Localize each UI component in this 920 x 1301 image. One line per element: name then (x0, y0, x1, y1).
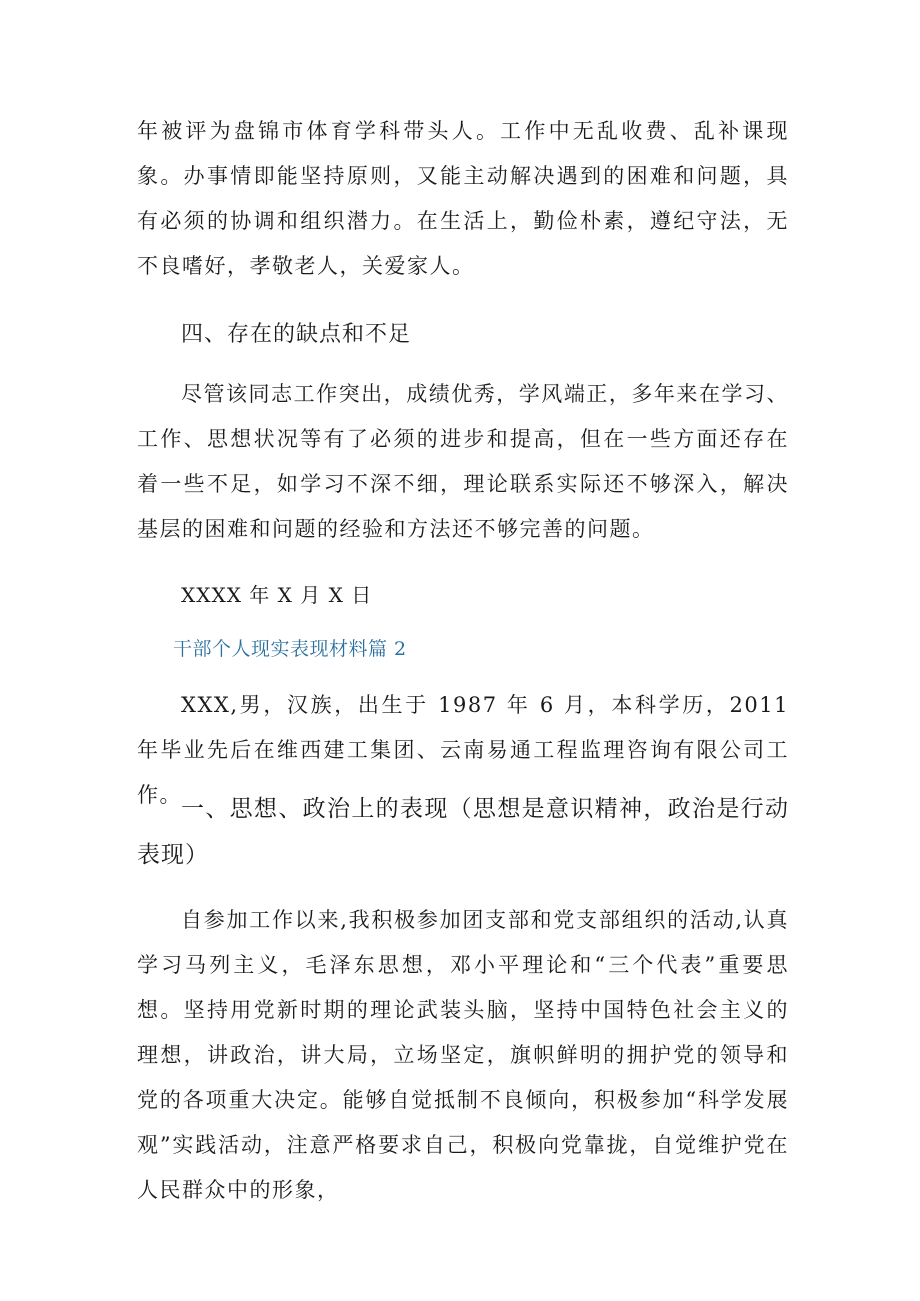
heading-ideology-politics: 一、思想、政治上的表现（思想是意识精神，政治是行动表现） (137, 796, 789, 868)
paragraph-ideology: 自参加工作以来,我积极参加团支部和党支部组织的活动,认真学习马列主义，毛泽东思想，邓小平理论和“三个代表”重要思想。坚持用党新时期的理论武装头脑，坚持中国特色社会主义的理想，讲政治，讲大局，立场坚定，旗帜鲜明的拥护党的领导和党的各项重大决定。能够自觉抵制不良倾向，积极参加“科学发展观”实践活动，注意严格要求自己，积极向党靠拢，自觉维护党在人民群众中的形象， (137, 908, 789, 1202)
paragraph-conduct-summary: 年被评为盘锦市体育学科带头人。工作中无乱收费、乱补课现象。办事情即能坚持原则，又能主动解决遇到的困难和问题，具有必须的协调和组织潜力。在生活上，勤俭朴素，遵纪守法，无不良嗜好，孝敬老人，关爱家人。 (137, 119, 789, 278)
heading-shortcomings: 四、存在的缺点和不足 (181, 322, 412, 347)
paragraph-personal-info: XXX,男，汉族，出生于 1987 年 6 月，本科学历，2011 年毕业先后在维西建工集团、云南易通工程监理咨询有限公司工作。 (137, 693, 789, 807)
date-line: XXXX 年 X 月 X 日 (181, 583, 373, 607)
section-title-part2[interactable]: 干部个人现实表现材料篇 2 (173, 638, 407, 660)
paragraph-shortcomings: 尽管该同志工作突出，成绩优秀，学风端正，多年来在学习、工作、思想状况等有了必须的进步和提高，但在一些方面还存在着一些不足，如学习不深不细，理论联系实际还不够深入，解决基层的困难和问题的经验和方法还不够完善的问题。 (137, 382, 789, 541)
